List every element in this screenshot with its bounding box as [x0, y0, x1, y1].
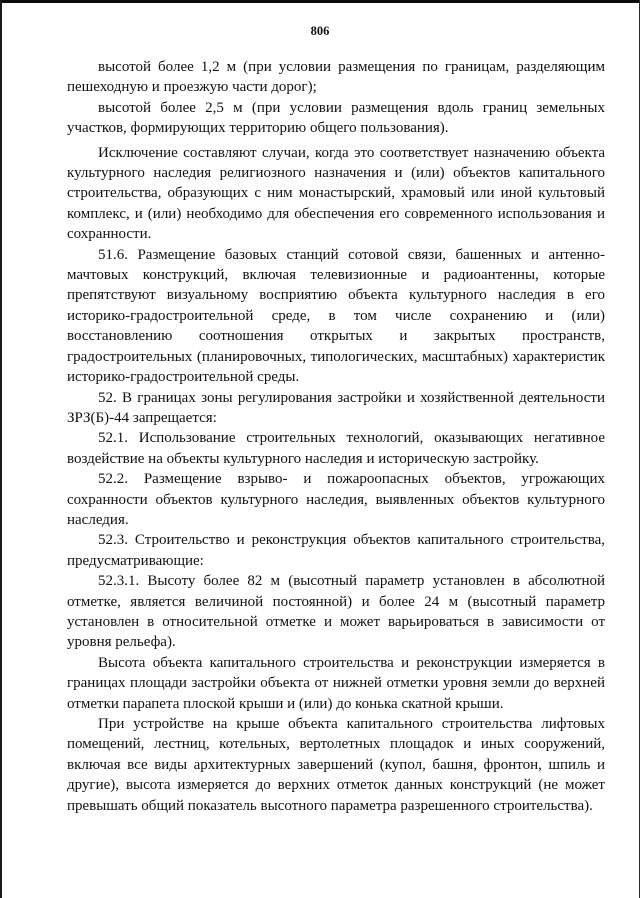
- paragraph-roof-structures: При устройстве на крыше объекта капитального строительства лифтовых помещений, лестниц, котельных, вертолетных площадок и иных сооружений, включая все виды архитектурных завершений (купол, башня, фронтон, шпиль и другие), высота измеряется до верхних отметок данных конструкций (не может превышать общий показатель высотного параметра разрешенного строительства).: [67, 716, 605, 814]
- paragraph-52-3: 52.3. Строительство и реконструкция объектов капитального строительства, предусматривающие:: [67, 532, 605, 569]
- paragraph-52-1: 52.1. Использование строительных технологий, оказывающих негативное воздействие на объекты культурного наследия и историческую застройку.: [67, 430, 605, 467]
- paragraph-52: 52. В границах зоны регулирования застройки и хозяйственной деятельности ЗРЗ(Б)-44 запрещается:: [67, 389, 605, 426]
- document-text-body: [67, 57, 605, 816]
- paragraph-height-land-plots: высотой более 2,5 м (при условии размещения вдоль границ земельных участков, формирующих территорию общего пользования).: [67, 99, 605, 137]
- paragraph-height-measurement: Высота объекта капитального строительства и реконструкции измеряется в границах площади застройки объекта от нижней отметки уровня земли до верхней отметки парапета плоской крыши и (или) до конька скатной крыши.: [67, 654, 605, 712]
- scan-left-edge: [0, 0, 2, 898]
- paragraph-exceptions: Исключение составляют случаи, когда это соответствует назначению объекта культурного наследия религиозного назначения и (или) объектов капитального строительства, образующих с ним монастырский, храмовый или иной культовый комплекс, и (или) необходимо для обеспечения его современного использования и сохранности.: [67, 144, 605, 243]
- paragraph-height-pedestrian: высотой более 1,2 м (при условии размещения по границам, разделяющим пешеходную и проезжую части дорог);: [67, 59, 605, 96]
- page-number: 806: [310, 24, 330, 38]
- paragraph-51-6: 51.6. Размещение базовых станций сотовой связи, башенных и антенно-мачтовых конструкций, включая телевизионные и радиоантенны, которые препятствуют визуальному восприятию объекта культурного наследия в его историко-градостроительной среде, в том числе сохранению и (или) восстановлению соотношения открытых и закрытых пространств, градостроительных (планировочных, типологических, масштабных) характеристик историко-градостроительной среды.: [67, 246, 605, 386]
- scan-top-edge: [0, 0, 640, 3]
- paragraph-52-3-1: 52.3.1. Высоту более 82 м (высотный параметр установлен в абсолютной отметке, является величиной постоянной) и более 24 м (высотный параметр установлен в относительной отметке и может варьироваться в зависимости от уровня рельефа).: [67, 573, 605, 651]
- paragraph-52-2: 52.2. Размещение взрыво- и пожароопасных объектов, угрожающих сохранности объектов культурного наследия, выявленных объектов культурного наследия.: [67, 471, 605, 528]
